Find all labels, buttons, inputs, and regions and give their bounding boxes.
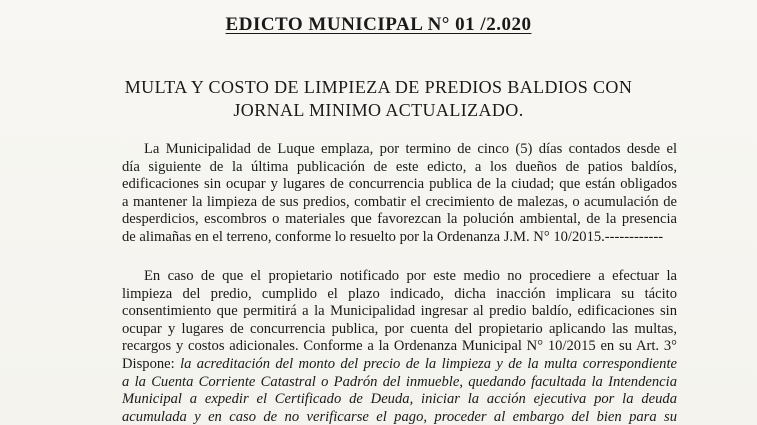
paragraph1-line: a mantener la limpieza de sus predios, combatir el crecimiento de malezas, o acumulación de xyxy=(122,193,677,210)
paragraph1-line: día siguiente de la última publicación de este edicto, a los dueños de patios baldíos, xyxy=(122,158,677,175)
italic-text: acumulada y en caso de no verificarse el pago, proceder al embargo del bien para su xyxy=(122,408,677,425)
paragraph2-line: ocupar y lugares de concurrencia publica, por cuenta del propietario aplicando las multas, xyxy=(122,320,677,337)
italic-text: a la Cuenta Corriente Catastral o Padrón del inmueble, quedando facultada la Intendencia xyxy=(122,373,677,390)
dispone-text: la acreditación del monto del precio de la limpieza y de la multa correspondiente xyxy=(174,355,677,372)
paragraph-consecuencias xyxy=(122,268,677,425)
paragraph2-line: consentimiento que permitirá a la Municipalidad ingresar al predio baldío, edificaciones sin xyxy=(122,303,677,320)
paragraph2-line: recargos y costos adicionales. Conforme a la Ordenanza Municipal N° 10/2015 en su Art. 3° xyxy=(122,338,677,355)
paragraph1-line: de alimañas en el terreno, conforme lo resuelto por la Ordenanza J.M. N° 10/2015.------------ xyxy=(122,228,664,245)
edict-subtitle xyxy=(0,76,757,122)
dispone-label: Dispone: xyxy=(122,355,175,372)
paragraph2-italic-line xyxy=(122,374,677,392)
edict-title: EDICTO MUNICIPAL N° 01 /2.020 xyxy=(225,14,532,35)
paragraph2-italic-line xyxy=(122,391,677,409)
subtitle-line-2: JORNAL MINIMO ACTUALIZADO. xyxy=(233,100,524,120)
paragraph1-line: edificaciones sin ocupar y lugares de concurrencia publica de la ciudad; que están obligados xyxy=(122,176,677,193)
paragraph2-line: En caso de que el propietario notificado por este medio no procediere a efectuar la xyxy=(144,268,677,284)
italic-text: Municipal a expedir el Certificado de Deuda, iniciar la acción ejecutiva por la deuda xyxy=(122,391,677,408)
paragraph1-line: desperdicios, escombros o materiales que favorezcan la polución ambiental, de la presencia xyxy=(122,211,677,228)
paragraph2-italic-line xyxy=(122,409,677,425)
paragraph2-dispone-line xyxy=(122,356,677,374)
paragraph2-line: limpieza del predio, cumplido el plazo indicado, dicha inacción implicara su tácito xyxy=(122,285,677,302)
paragraph-emplazamiento xyxy=(122,141,677,247)
subtitle-line-1: MULTA Y COSTO DE LIMPIEZA DE PREDIOS BALDIOS CON xyxy=(124,77,633,97)
paragraph1-line: La Municipalidad de Luque emplaza, por termino de cinco (5) días contados desde el xyxy=(144,141,677,157)
